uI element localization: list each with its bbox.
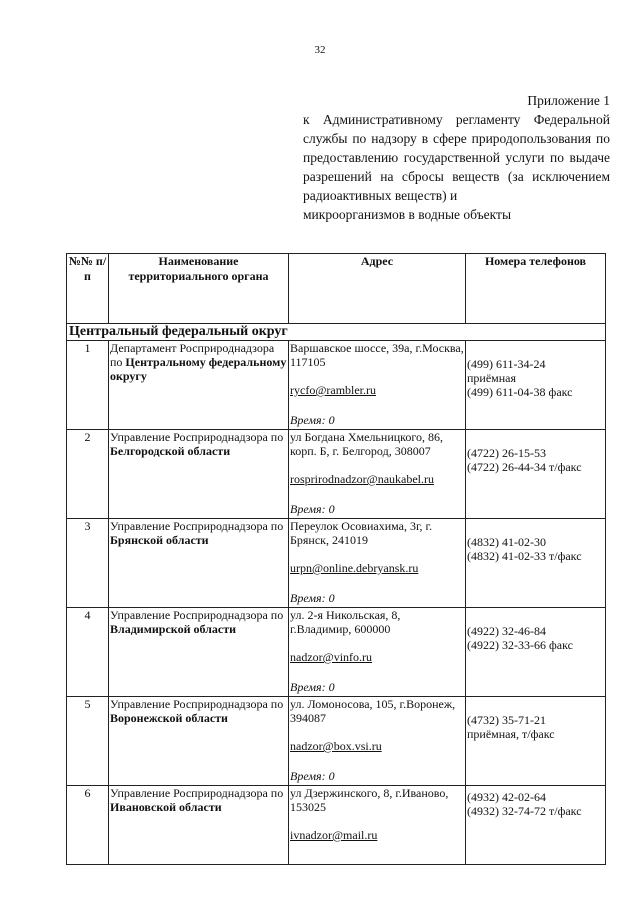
row-name [109, 786, 289, 865]
row-name [109, 430, 289, 519]
table-row [67, 341, 606, 430]
table-row [67, 608, 606, 697]
row-name-region: Белгородской области [110, 444, 231, 458]
row-name-prefix: Управление Росприроднадзора по [110, 697, 284, 711]
row-phone-2: (4932) 32-74-72 т/факс [467, 804, 582, 818]
row-phone-1: (4922) 32-46-84 [467, 624, 546, 638]
table-row [67, 786, 606, 865]
row-phone-2: (4922) 32-33-66 факс [467, 638, 573, 652]
row-address [289, 697, 466, 786]
row-phones [466, 341, 606, 430]
row-name-prefix: Управление Росприроднадзора по [110, 608, 284, 622]
row-name-prefix: Управление Росприроднадзора по [110, 519, 284, 533]
row-number: 5 [67, 697, 109, 786]
row-address-text: ул. Ломоносова, 105, г.Воронеж, 394087 [290, 697, 456, 725]
row-name [109, 519, 289, 608]
row-phones [466, 608, 606, 697]
row-name [109, 608, 289, 697]
row-name-region: Воронежской области [110, 711, 228, 725]
row-address [289, 519, 466, 608]
row-phone-1: (499) 611-34-24 [467, 357, 546, 371]
table-header-row [67, 254, 606, 324]
row-phone-1: (4932) 42-02-64 [467, 790, 546, 804]
row-time: Время: 0 [290, 680, 335, 694]
row-phone-1: (4832) 41-02-30 [467, 535, 546, 549]
header-name: Наименование территориального органа [109, 254, 289, 324]
table-row [67, 519, 606, 608]
row-email-link[interactable]: urpn@online.debryansk.ru [290, 561, 419, 575]
row-phones [466, 697, 606, 786]
row-name [109, 697, 289, 786]
row-time: Время: 0 [290, 591, 335, 605]
row-name-region: Владимирской области [110, 622, 237, 636]
row-phones [466, 519, 606, 608]
row-address [289, 430, 466, 519]
district-row [67, 324, 606, 341]
header-num: №№ п/п [67, 254, 109, 324]
row-email-link[interactable]: ivnadzor@mail.ru [290, 828, 378, 842]
row-email-link[interactable]: rycfo@rambler.ru [290, 383, 377, 397]
row-address [289, 608, 466, 697]
row-email-link[interactable]: rosprirodnadzor@naukabel.ru [290, 472, 434, 486]
row-name-prefix: Управление Росприроднадзора по [110, 430, 284, 444]
table-row [67, 697, 606, 786]
appendix-title: Приложение 1 [527, 93, 610, 108]
row-phone-2: приёмная [467, 371, 517, 385]
row-name-region: Центральному федеральному округу [110, 355, 287, 383]
row-name-prefix: Управление Росприроднадзора по [110, 786, 284, 800]
appendix-heading [303, 91, 610, 224]
row-address-text: ул. 2-я Никольская, 8, г.Владимир, 600000 [290, 608, 401, 636]
row-phones [466, 786, 606, 865]
row-number: 6 [67, 786, 109, 865]
row-phone-1: (4722) 26-15-53 [467, 446, 546, 460]
row-phone-1: (4732) 35-71-21 [467, 713, 546, 727]
row-address [289, 786, 466, 865]
row-number: 4 [67, 608, 109, 697]
row-phone-3: (499) 611-04-38 факс [467, 385, 573, 399]
row-number: 2 [67, 430, 109, 519]
row-time: Время: 0 [290, 413, 335, 427]
appendix-text-last-line: микроорганизмов в водные объекты [303, 207, 512, 222]
row-address-text: Варшавское шоссе, 39а, г.Москва, 117105 [290, 341, 464, 369]
row-address-text: Переулок Осовиахима, 3г, г. Брянск, 241019 [290, 519, 433, 547]
row-phones [466, 430, 606, 519]
row-name [109, 341, 289, 430]
row-number: 1 [67, 341, 109, 430]
row-name-prefix: Департамент Росприроднадзора по [110, 341, 275, 369]
territorial-bodies-table [66, 253, 606, 865]
header-address: Адрес [289, 254, 466, 324]
row-time: Время: 0 [290, 502, 335, 516]
row-phone-2: (4722) 26-44-34 т/факс [467, 460, 582, 474]
row-email-link[interactable]: nadzor@vinfo.ru [290, 650, 373, 664]
row-name-region: Ивановской области [110, 800, 222, 814]
district-label: Центральный федеральный округ [67, 324, 606, 341]
row-time: Время: 0 [290, 769, 335, 783]
row-address [289, 341, 466, 430]
appendix-text: к Административному регламенту Федеральной службы по надзору в сфере природопользования по предоставлению государственной услуги по выдаче разрешений на сбросы веществ (за исключением радиоактивных веществ) и [303, 112, 610, 203]
table-row [67, 430, 606, 519]
row-address-text: ул Дзержинского, 8, г.Иваново, 153025 [290, 786, 449, 814]
row-phone-2: приёмная, т/факс [467, 727, 555, 741]
row-address-text: ул Богдана Хмельницкого, 86, корп. Б, г. Белгород, 308007 [290, 430, 444, 458]
row-number: 3 [67, 519, 109, 608]
page-number: 32 [314, 44, 326, 56]
header-phones: Номера телефонов [466, 254, 606, 324]
row-email-link[interactable]: nadzor@box.vsi.ru [290, 739, 382, 753]
row-name-region: Брянской области [110, 533, 209, 547]
row-phone-2: (4832) 41-02-33 т/факс [467, 549, 582, 563]
